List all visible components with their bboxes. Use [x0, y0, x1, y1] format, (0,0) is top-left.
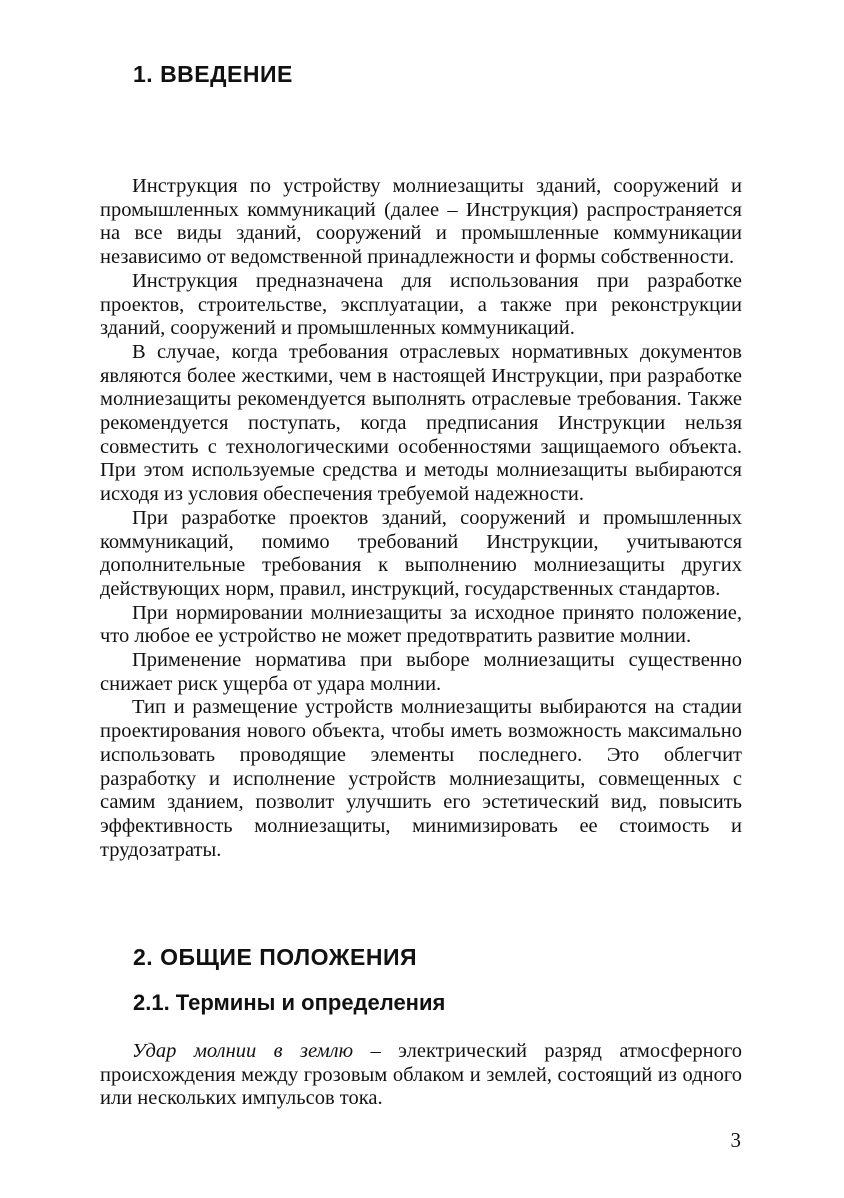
paragraph: При разработке проектов зданий, сооружений и промышленных коммуникаций, помимо требований Инструкции, учитываются дополнительные требования к выполнению молниезащиты других действующих норм, правил, инструкций, государственных стандартов. [100, 506, 742, 600]
section-heading-general-provisions: 2. ОБЩИЕ ПОЛОЖЕНИЯ [133, 944, 418, 970]
defined-term: Удар молнии в землю [132, 1040, 354, 1062]
paragraph: Инструкция предназначена для использования при разработке проектов, строительстве, эксплуатации, а также при реконструкции зданий, сооружений и промышленных коммуникаций. [100, 269, 742, 340]
section-heading-introduction: 1. ВВЕДЕНИЕ [133, 61, 293, 87]
paragraph: При нормировании молниезащиты за исходное принято положение, что любое ее устройство не может предотвратить развитие молнии. [100, 601, 742, 648]
paragraph: Инструкция по устройству молниезащиты зданий, сооружений и промышленных коммуникаций (далее – Инструкция) распространяется на все виды зданий, сооружений и промышленные коммуникации независимо от ведомственной принадлежности и формы собственности. [100, 175, 742, 269]
definition-paragraph [100, 1040, 742, 1111]
page-number: 3 [730, 1128, 741, 1152]
introduction-body [100, 175, 742, 862]
paragraph: Тип и размещение устройств молниезащиты выбираются на стадии проектирования нового объекта, чтобы иметь возможность максимально использовать проводящие элементы последнего. Это облегчит разработку и исполнение устройств молниезащиты, совмещенных с самим зданием, позволит улучшить его эстетический вид, повысить эффективность молниезащиты, минимизировать ее стоимость и трудозатраты. [100, 696, 742, 861]
paragraph: Применение норматива при выборе молниезащиты существенно снижает риск ущерба от удара молнии. [100, 649, 742, 695]
subsection-heading-terms: 2.1. Термины и определения [133, 990, 446, 1015]
definitions-body [100, 1040, 742, 1111]
definition-text: – электрический разряд атмосферного происхождения между грозовым облаком и землей, состоящий из одного или нескольких импульсов тока. [100, 1040, 742, 1110]
paragraph: В случае, когда требования отраслевых нормативных документов являются более жесткими, чем в настоящей Инструкции, при разработке молниезащиты рекомендуется выполнять отраслевые требования. Также рекомендуется поступать, когда предписания Инструкции нельзя совместить с технологическими особенностями защищаемого объекта. При этом используемые средства и методы молниезащиты выбираются исходя из условия обеспечения требуемой надежности. [100, 340, 742, 506]
